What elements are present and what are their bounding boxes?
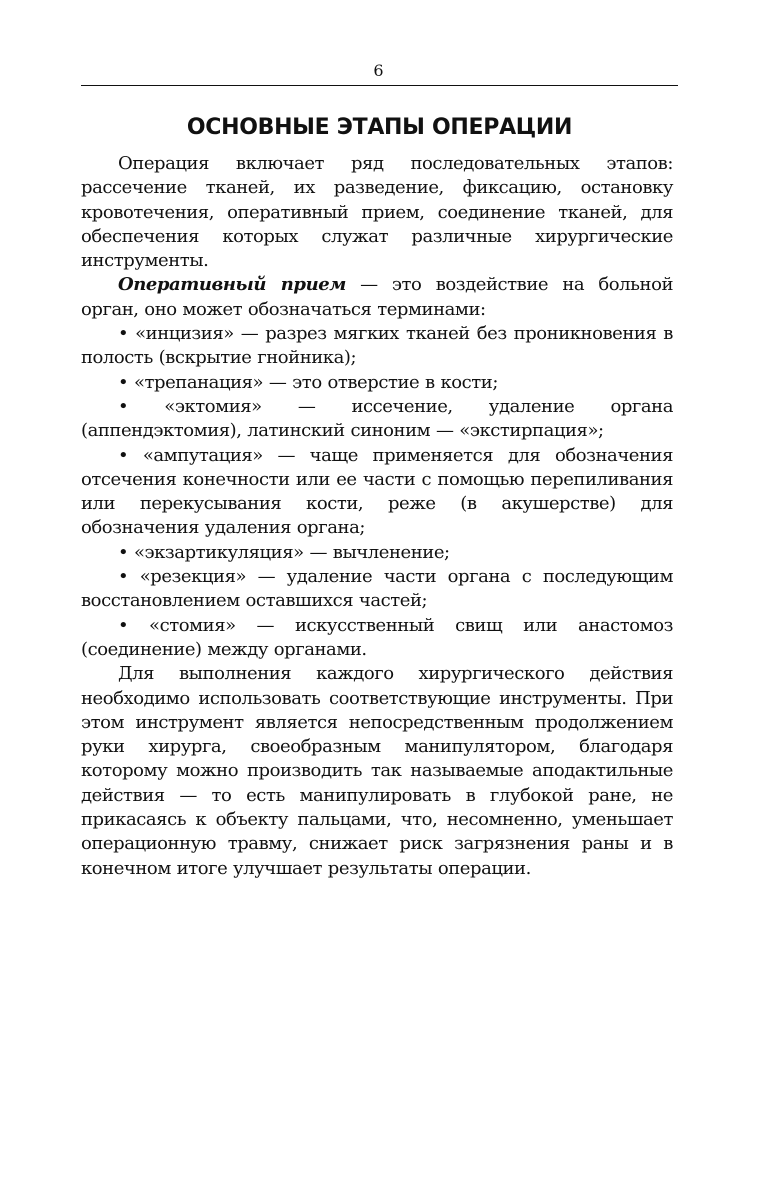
term-item-amputation: • «ампутация» — чаще применяется для обозначения отсечения конечности или ее части с помощью перепиливания или перекусывания кости, реже (в акушерстве) для обозначения удаления органа; xyxy=(81,444,673,539)
term-item-resection: • «резекция» — удаление части органа с последующим восстановлением оставшихся частей; xyxy=(81,566,673,612)
definition-paragraph xyxy=(81,273,673,322)
header-rule xyxy=(81,85,678,86)
definition-term: Оперативный прием xyxy=(118,274,346,296)
intro-paragraph: Операция включает ряд последовательных этапов: рассечение тканей, их разведение, фиксацию, остановку кровотечения, оперативный прием, соединение тканей, для обеспечения которых служат различные хирургические инструменты. xyxy=(81,153,673,272)
conclusion-paragraph: Для выполнения каждого хирургического действия необходимо использовать соответствующие инструменты. При этом инструмент является непосредственным продолжением руки хирурга, своеобразным манипулятором, благодаря которому можно производить так называемые аподактильные действия — то есть манипулировать в глубокой ране, не прикасаясь к объекту пальцами, что, несомненно, уменьшает операционную травму, снижает риск загрязнения раны и в конечном итоге улучшает результаты операции. xyxy=(81,663,673,879)
term-item-trepanation: • «трепанация» — это отверстие в кости; xyxy=(118,371,498,393)
term-item-exarticulation: • «экзартикуляция» — вычленение; xyxy=(118,541,450,563)
page-body xyxy=(81,152,673,881)
section-title: ОСНОВНЫЕ ЭТАПЫ ОПЕРАЦИИ xyxy=(186,115,573,140)
page-number: 6 xyxy=(373,61,384,80)
term-item-ectomy: • «эктомия» — иссечение, удаление органа (аппендэктомия), латинский синоним — «экстирпация»; xyxy=(81,395,673,442)
definition-text: — это воздействие на больной орган, оно может обозначаться терминами: xyxy=(81,274,674,320)
term-item-stomy: • «стомия» — искусственный свищ или анастомоз (соединение) между органами. xyxy=(81,614,673,660)
term-item-incision: • «инцизия» — разрез мягких тканей без проникновения в полость (вскрытие гнойника); xyxy=(81,323,673,369)
